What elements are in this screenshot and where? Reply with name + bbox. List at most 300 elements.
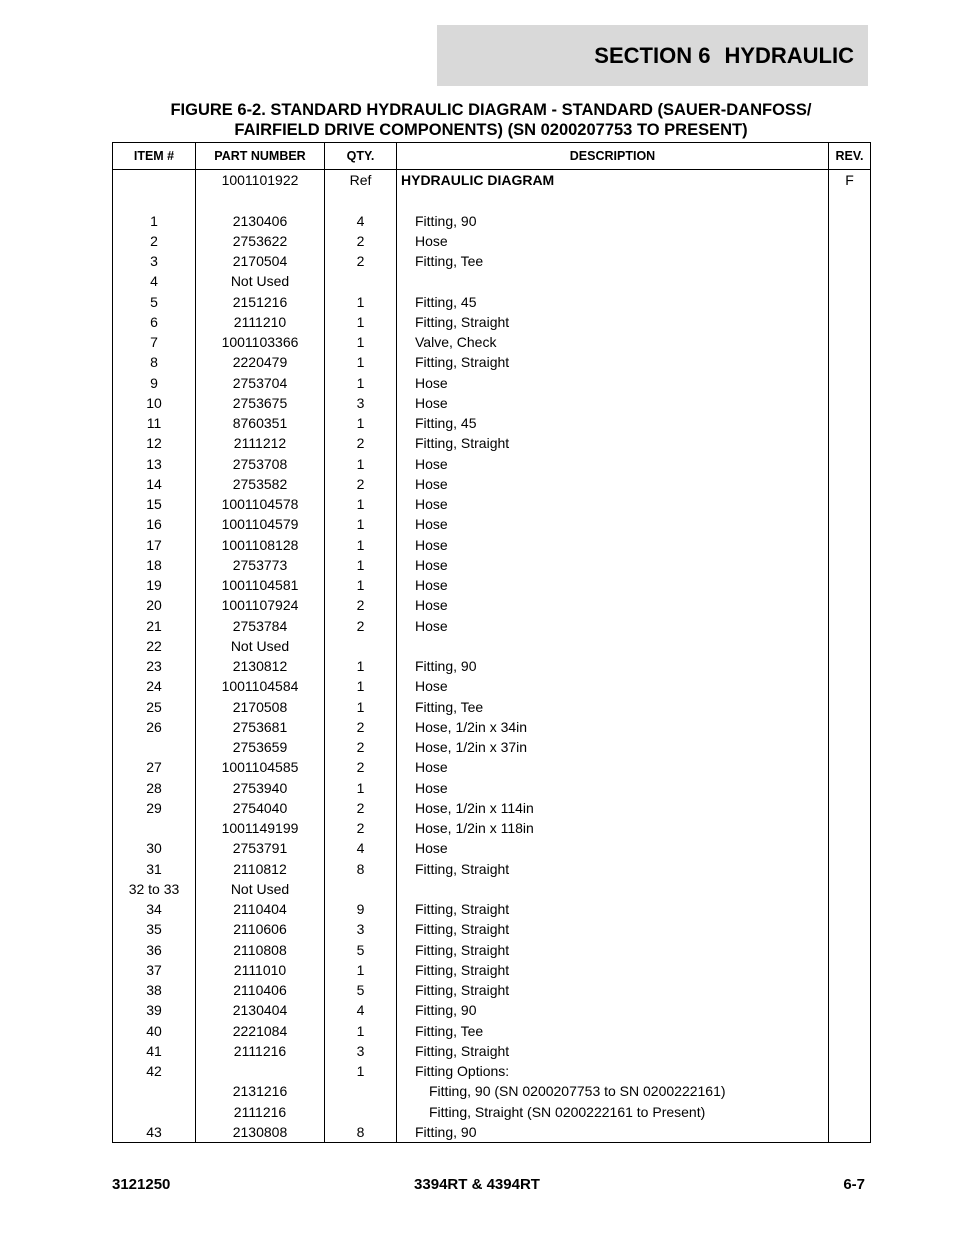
cell-qty: 9 — [325, 899, 397, 919]
cell-qty: 2 — [325, 433, 397, 453]
cell-rev — [829, 555, 871, 575]
cell-item — [113, 737, 196, 757]
cell-item: 17 — [113, 535, 196, 555]
cell-item: 20 — [113, 595, 196, 615]
cell-rev — [829, 190, 871, 210]
cell-part-number: 2130406 — [196, 211, 325, 231]
cell-rev — [829, 899, 871, 919]
cell-description: Hose — [397, 535, 829, 555]
cell-description: Hose — [397, 555, 829, 575]
table-row — [113, 737, 871, 757]
table-row — [113, 960, 871, 980]
table-row — [113, 656, 871, 676]
cell-part-number: 2753773 — [196, 555, 325, 575]
cell-qty: 2 — [325, 798, 397, 818]
cell-rev — [829, 413, 871, 433]
cell-part-number: 2753659 — [196, 737, 325, 757]
cell-description: Hose — [397, 454, 829, 474]
cell-part-number: 8760351 — [196, 413, 325, 433]
cell-part-number: 1001108128 — [196, 535, 325, 555]
cell-qty: 2 — [325, 757, 397, 777]
cell-rev — [829, 454, 871, 474]
cell-qty: 5 — [325, 980, 397, 1000]
cell-qty: 5 — [325, 940, 397, 960]
cell-part-number: 2753704 — [196, 373, 325, 393]
cell-item: 32 to 33 — [113, 879, 196, 899]
cell-part-number: 2111216 — [196, 1102, 325, 1122]
cell-item: 14 — [113, 474, 196, 494]
cell-item: 19 — [113, 575, 196, 595]
cell-rev — [829, 494, 871, 514]
cell-rev — [829, 595, 871, 615]
cell-description: Hose, 1/2in x 114in — [397, 798, 829, 818]
cell-qty: 1 — [325, 656, 397, 676]
table-row — [113, 879, 871, 899]
cell-description — [397, 190, 829, 210]
cell-part-number: 1001104585 — [196, 757, 325, 777]
table-row — [113, 231, 871, 251]
cell-description: Fitting, Straight — [397, 1041, 829, 1061]
cell-rev — [829, 717, 871, 737]
cell-part-number: 2130404 — [196, 1000, 325, 1020]
cell-part-number: 2753675 — [196, 393, 325, 413]
cell-rev — [829, 879, 871, 899]
col-header-part-number: PART NUMBER — [196, 143, 325, 170]
cell-qty: Ref — [325, 170, 397, 191]
footer-model: 3394RT & 4394RT — [414, 1176, 540, 1193]
table-row — [113, 271, 871, 291]
cell-description: Fitting, Tee — [397, 251, 829, 271]
cell-part-number: 2111010 — [196, 960, 325, 980]
cell-rev — [829, 332, 871, 352]
cell-item: 34 — [113, 899, 196, 919]
cell-description: Fitting, Straight — [397, 919, 829, 939]
cell-rev — [829, 697, 871, 717]
cell-item: 24 — [113, 676, 196, 696]
table-row — [113, 535, 871, 555]
cell-qty: 1 — [325, 373, 397, 393]
cell-qty: 1 — [325, 697, 397, 717]
cell-item: 16 — [113, 514, 196, 534]
cell-item: 30 — [113, 838, 196, 858]
cell-part-number: 2753681 — [196, 717, 325, 737]
cell-qty: 1 — [325, 494, 397, 514]
cell-description: Hose — [397, 231, 829, 251]
table-row — [113, 757, 871, 777]
cell-rev — [829, 1000, 871, 1020]
cell-description: Hose — [397, 595, 829, 615]
cell-description: Fitting, 45 — [397, 413, 829, 433]
cell-item: 42 — [113, 1061, 196, 1081]
cell-qty: 1 — [325, 555, 397, 575]
footer-page-number: 6-7 — [843, 1176, 865, 1193]
cell-qty: 4 — [325, 838, 397, 858]
cell-part-number: 2753784 — [196, 616, 325, 636]
section-number: SECTION 6 — [594, 43, 711, 68]
cell-rev — [829, 980, 871, 1000]
cell-qty: 1 — [325, 352, 397, 372]
cell-description: Fitting, 90 — [397, 656, 829, 676]
cell-description: Fitting, 90 — [397, 1122, 829, 1143]
cell-description: Hose, 1/2in x 118in — [397, 818, 829, 838]
cell-rev — [829, 757, 871, 777]
cell-item: 26 — [113, 717, 196, 737]
cell-part-number: 2110606 — [196, 919, 325, 939]
table-row — [113, 798, 871, 818]
cell-item: 29 — [113, 798, 196, 818]
cell-qty — [325, 1081, 397, 1101]
cell-item: 4 — [113, 271, 196, 291]
col-header-item: ITEM # — [113, 143, 196, 170]
cell-rev — [829, 514, 871, 534]
figure-title-line2: FAIRFIELD DRIVE COMPONENTS) (SN 0200207753 TO PRESENT) — [234, 121, 748, 139]
table-row — [113, 919, 871, 939]
table-row — [113, 211, 871, 231]
cell-rev — [829, 433, 871, 453]
cell-qty: 1 — [325, 535, 397, 555]
table-row — [113, 555, 871, 575]
cell-description: Fitting, Straight — [397, 980, 829, 1000]
table-row — [113, 474, 871, 494]
cell-description: Hose — [397, 778, 829, 798]
cell-qty: 1 — [325, 1021, 397, 1041]
cell-rev — [829, 251, 871, 271]
cell-item: 7 — [113, 332, 196, 352]
cell-description: Hose — [397, 757, 829, 777]
table-row — [113, 818, 871, 838]
cell-part-number — [196, 190, 325, 210]
col-header-qty: QTY. — [325, 143, 397, 170]
cell-description: Fitting, Straight — [397, 312, 829, 332]
cell-item: 40 — [113, 1021, 196, 1041]
cell-item — [113, 170, 196, 191]
cell-rev — [829, 575, 871, 595]
cell-item: 11 — [113, 413, 196, 433]
cell-rev — [829, 960, 871, 980]
cell-part-number: 2151216 — [196, 292, 325, 312]
cell-description: Hose — [397, 575, 829, 595]
cell-part-number: 2221084 — [196, 1021, 325, 1041]
table-row — [113, 393, 871, 413]
table-row — [113, 251, 871, 271]
cell-description: Hose — [397, 393, 829, 413]
table-row — [113, 1122, 871, 1143]
cell-rev — [829, 636, 871, 656]
cell-qty: 1 — [325, 413, 397, 433]
cell-description: Fitting, 45 — [397, 292, 829, 312]
cell-description: Hose — [397, 474, 829, 494]
cell-description — [397, 636, 829, 656]
table-row — [113, 676, 871, 696]
cell-rev — [829, 737, 871, 757]
cell-part-number: 2754040 — [196, 798, 325, 818]
parts-table-body — [113, 170, 871, 1143]
cell-qty: 1 — [325, 514, 397, 534]
cell-qty: 2 — [325, 616, 397, 636]
cell-description: Hose — [397, 838, 829, 858]
cell-rev — [829, 211, 871, 231]
cell-part-number: 2111216 — [196, 1041, 325, 1061]
cell-description: Fitting, 90 — [397, 211, 829, 231]
cell-qty — [325, 271, 397, 291]
table-row — [113, 312, 871, 332]
cell-rev — [829, 1021, 871, 1041]
cell-qty: 2 — [325, 231, 397, 251]
section-banner — [437, 25, 868, 86]
table-row — [113, 980, 871, 1000]
cell-description — [397, 271, 829, 291]
cell-rev — [829, 1041, 871, 1061]
cell-qty: 2 — [325, 717, 397, 737]
table-row — [113, 413, 871, 433]
cell-description: Fitting, Straight — [397, 859, 829, 879]
cell-part-number: 2753708 — [196, 454, 325, 474]
cell-part-number: Not Used — [196, 879, 325, 899]
cell-part-number: 2753940 — [196, 778, 325, 798]
cell-description: Valve, Check — [397, 332, 829, 352]
cell-part-number: 2131216 — [196, 1081, 325, 1101]
footer-doc-number: 3121250 — [112, 1176, 171, 1193]
cell-item: 2 — [113, 231, 196, 251]
cell-rev — [829, 676, 871, 696]
table-row — [113, 514, 871, 534]
cell-qty: 1 — [325, 1061, 397, 1081]
cell-item: 35 — [113, 919, 196, 939]
cell-part-number: 1001104581 — [196, 575, 325, 595]
cell-item: 27 — [113, 757, 196, 777]
cell-rev — [829, 231, 871, 251]
table-row — [113, 1041, 871, 1061]
table-row — [113, 1000, 871, 1020]
col-header-description: DESCRIPTION — [397, 143, 829, 170]
cell-rev — [829, 474, 871, 494]
cell-rev — [829, 1102, 871, 1122]
cell-qty: 2 — [325, 818, 397, 838]
cell-description: Hose, 1/2in x 34in — [397, 717, 829, 737]
cell-description — [397, 879, 829, 899]
cell-qty: 3 — [325, 919, 397, 939]
cell-qty: 1 — [325, 454, 397, 474]
cell-qty: 8 — [325, 1122, 397, 1143]
cell-item: 39 — [113, 1000, 196, 1020]
cell-item: 15 — [113, 494, 196, 514]
cell-part-number: 2130808 — [196, 1122, 325, 1143]
cell-item: 12 — [113, 433, 196, 453]
cell-rev — [829, 373, 871, 393]
table-row — [113, 778, 871, 798]
cell-item: 9 — [113, 373, 196, 393]
cell-item: 10 — [113, 393, 196, 413]
cell-qty: 1 — [325, 292, 397, 312]
parts-table — [112, 142, 871, 1143]
table-row — [113, 170, 871, 191]
cell-item: 23 — [113, 656, 196, 676]
cell-item: 21 — [113, 616, 196, 636]
table-row — [113, 494, 871, 514]
cell-item: 22 — [113, 636, 196, 656]
cell-part-number: 1001104579 — [196, 514, 325, 534]
cell-description: Fitting, 90 (SN 0200207753 to SN 0200222161) — [397, 1081, 829, 1101]
table-row — [113, 292, 871, 312]
cell-part-number: 2130812 — [196, 656, 325, 676]
cell-item: 3 — [113, 251, 196, 271]
cell-item: 31 — [113, 859, 196, 879]
cell-description: Hose — [397, 676, 829, 696]
cell-part-number: 2111210 — [196, 312, 325, 332]
cell-qty: 2 — [325, 251, 397, 271]
cell-rev — [829, 1122, 871, 1143]
table-row — [113, 373, 871, 393]
cell-description: Hose — [397, 514, 829, 534]
cell-qty: 1 — [325, 676, 397, 696]
cell-qty: 2 — [325, 595, 397, 615]
cell-description: Hose — [397, 373, 829, 393]
cell-rev: F — [829, 170, 871, 191]
cell-part-number: 1001104584 — [196, 676, 325, 696]
cell-item: 25 — [113, 697, 196, 717]
table-row — [113, 838, 871, 858]
cell-rev — [829, 1081, 871, 1101]
table-row — [113, 1081, 871, 1101]
cell-qty: 1 — [325, 312, 397, 332]
figure-title-line1: FIGURE 6-2. STANDARD HYDRAULIC DIAGRAM - STANDARD (SAUER-DANFOSS/ — [170, 101, 812, 119]
table-row — [113, 859, 871, 879]
cell-description: Fitting Options: — [397, 1061, 829, 1081]
cell-rev — [829, 393, 871, 413]
cell-qty: 2 — [325, 474, 397, 494]
cell-qty: 8 — [325, 859, 397, 879]
cell-item: 18 — [113, 555, 196, 575]
table-row — [113, 595, 871, 615]
cell-rev — [829, 919, 871, 939]
cell-part-number: 1001103366 — [196, 332, 325, 352]
cell-rev — [829, 818, 871, 838]
cell-qty: 3 — [325, 393, 397, 413]
table-row — [113, 1061, 871, 1081]
cell-item — [113, 1081, 196, 1101]
cell-rev — [829, 778, 871, 798]
cell-rev — [829, 798, 871, 818]
table-row — [113, 352, 871, 372]
cell-description: Hose — [397, 494, 829, 514]
cell-qty: 1 — [325, 575, 397, 595]
cell-rev — [829, 292, 871, 312]
table-row — [113, 899, 871, 919]
cell-item: 1 — [113, 211, 196, 231]
cell-description: Fitting, Straight — [397, 960, 829, 980]
table-row — [113, 1021, 871, 1041]
cell-item: 6 — [113, 312, 196, 332]
cell-rev — [829, 838, 871, 858]
cell-part-number: 2170504 — [196, 251, 325, 271]
table-row — [113, 636, 871, 656]
cell-rev — [829, 535, 871, 555]
cell-item: 13 — [113, 454, 196, 474]
cell-part-number: 1001101922 — [196, 170, 325, 191]
cell-part-number: Not Used — [196, 271, 325, 291]
cell-description: Fitting, Straight — [397, 352, 829, 372]
cell-item: 43 — [113, 1122, 196, 1143]
cell-description: Fitting, Straight — [397, 940, 829, 960]
cell-qty — [325, 1102, 397, 1122]
cell-part-number: 2220479 — [196, 352, 325, 372]
cell-item — [113, 1102, 196, 1122]
cell-qty: 4 — [325, 1000, 397, 1020]
cell-part-number: 1001104578 — [196, 494, 325, 514]
cell-part-number: 2110404 — [196, 899, 325, 919]
cell-description: Hose, 1/2in x 37in — [397, 737, 829, 757]
table-row — [113, 717, 871, 737]
table-row — [113, 697, 871, 717]
table-row — [113, 1102, 871, 1122]
cell-rev — [829, 656, 871, 676]
cell-qty: 3 — [325, 1041, 397, 1061]
cell-part-number: 2753622 — [196, 231, 325, 251]
cell-part-number: 2110406 — [196, 980, 325, 1000]
cell-description: Fitting, Tee — [397, 697, 829, 717]
cell-item: 36 — [113, 940, 196, 960]
cell-item: 38 — [113, 980, 196, 1000]
cell-description: Fitting, Straight (SN 0200222161 to Present) — [397, 1102, 829, 1122]
cell-rev — [829, 616, 871, 636]
cell-description: Fitting, 90 — [397, 1000, 829, 1020]
cell-rev — [829, 312, 871, 332]
figure-title — [113, 100, 869, 140]
cell-qty — [325, 636, 397, 656]
cell-item — [113, 190, 196, 210]
cell-rev — [829, 271, 871, 291]
cell-item: 41 — [113, 1041, 196, 1061]
cell-qty: 1 — [325, 960, 397, 980]
table-row — [113, 190, 871, 210]
cell-part-number: Not Used — [196, 636, 325, 656]
cell-part-number — [196, 1061, 325, 1081]
cell-qty: 1 — [325, 332, 397, 352]
section-title — [594, 43, 854, 69]
cell-rev — [829, 1061, 871, 1081]
cell-item: 28 — [113, 778, 196, 798]
table-row — [113, 940, 871, 960]
cell-part-number: 1001107924 — [196, 595, 325, 615]
cell-description: Hose — [397, 616, 829, 636]
cell-qty: 2 — [325, 737, 397, 757]
header-row — [113, 143, 871, 170]
table-row — [113, 454, 871, 474]
cell-part-number: 2170508 — [196, 697, 325, 717]
cell-rev — [829, 940, 871, 960]
cell-description: Fitting, Tee — [397, 1021, 829, 1041]
cell-item: 5 — [113, 292, 196, 312]
cell-part-number: 2111212 — [196, 433, 325, 453]
cell-item: 8 — [113, 352, 196, 372]
cell-part-number: 2753791 — [196, 838, 325, 858]
section-name: HYDRAULIC — [724, 43, 854, 68]
cell-description: Fitting, Straight — [397, 899, 829, 919]
cell-description: HYDRAULIC DIAGRAM — [397, 170, 829, 191]
cell-qty — [325, 190, 397, 210]
table-row — [113, 616, 871, 636]
cell-description: Fitting, Straight — [397, 433, 829, 453]
cell-rev — [829, 352, 871, 372]
cell-qty: 4 — [325, 211, 397, 231]
parts-table-header — [113, 143, 871, 170]
col-header-rev: REV. — [829, 143, 871, 170]
table-row — [113, 433, 871, 453]
cell-part-number: 2110812 — [196, 859, 325, 879]
cell-part-number: 2110808 — [196, 940, 325, 960]
cell-part-number: 1001149199 — [196, 818, 325, 838]
table-row — [113, 575, 871, 595]
